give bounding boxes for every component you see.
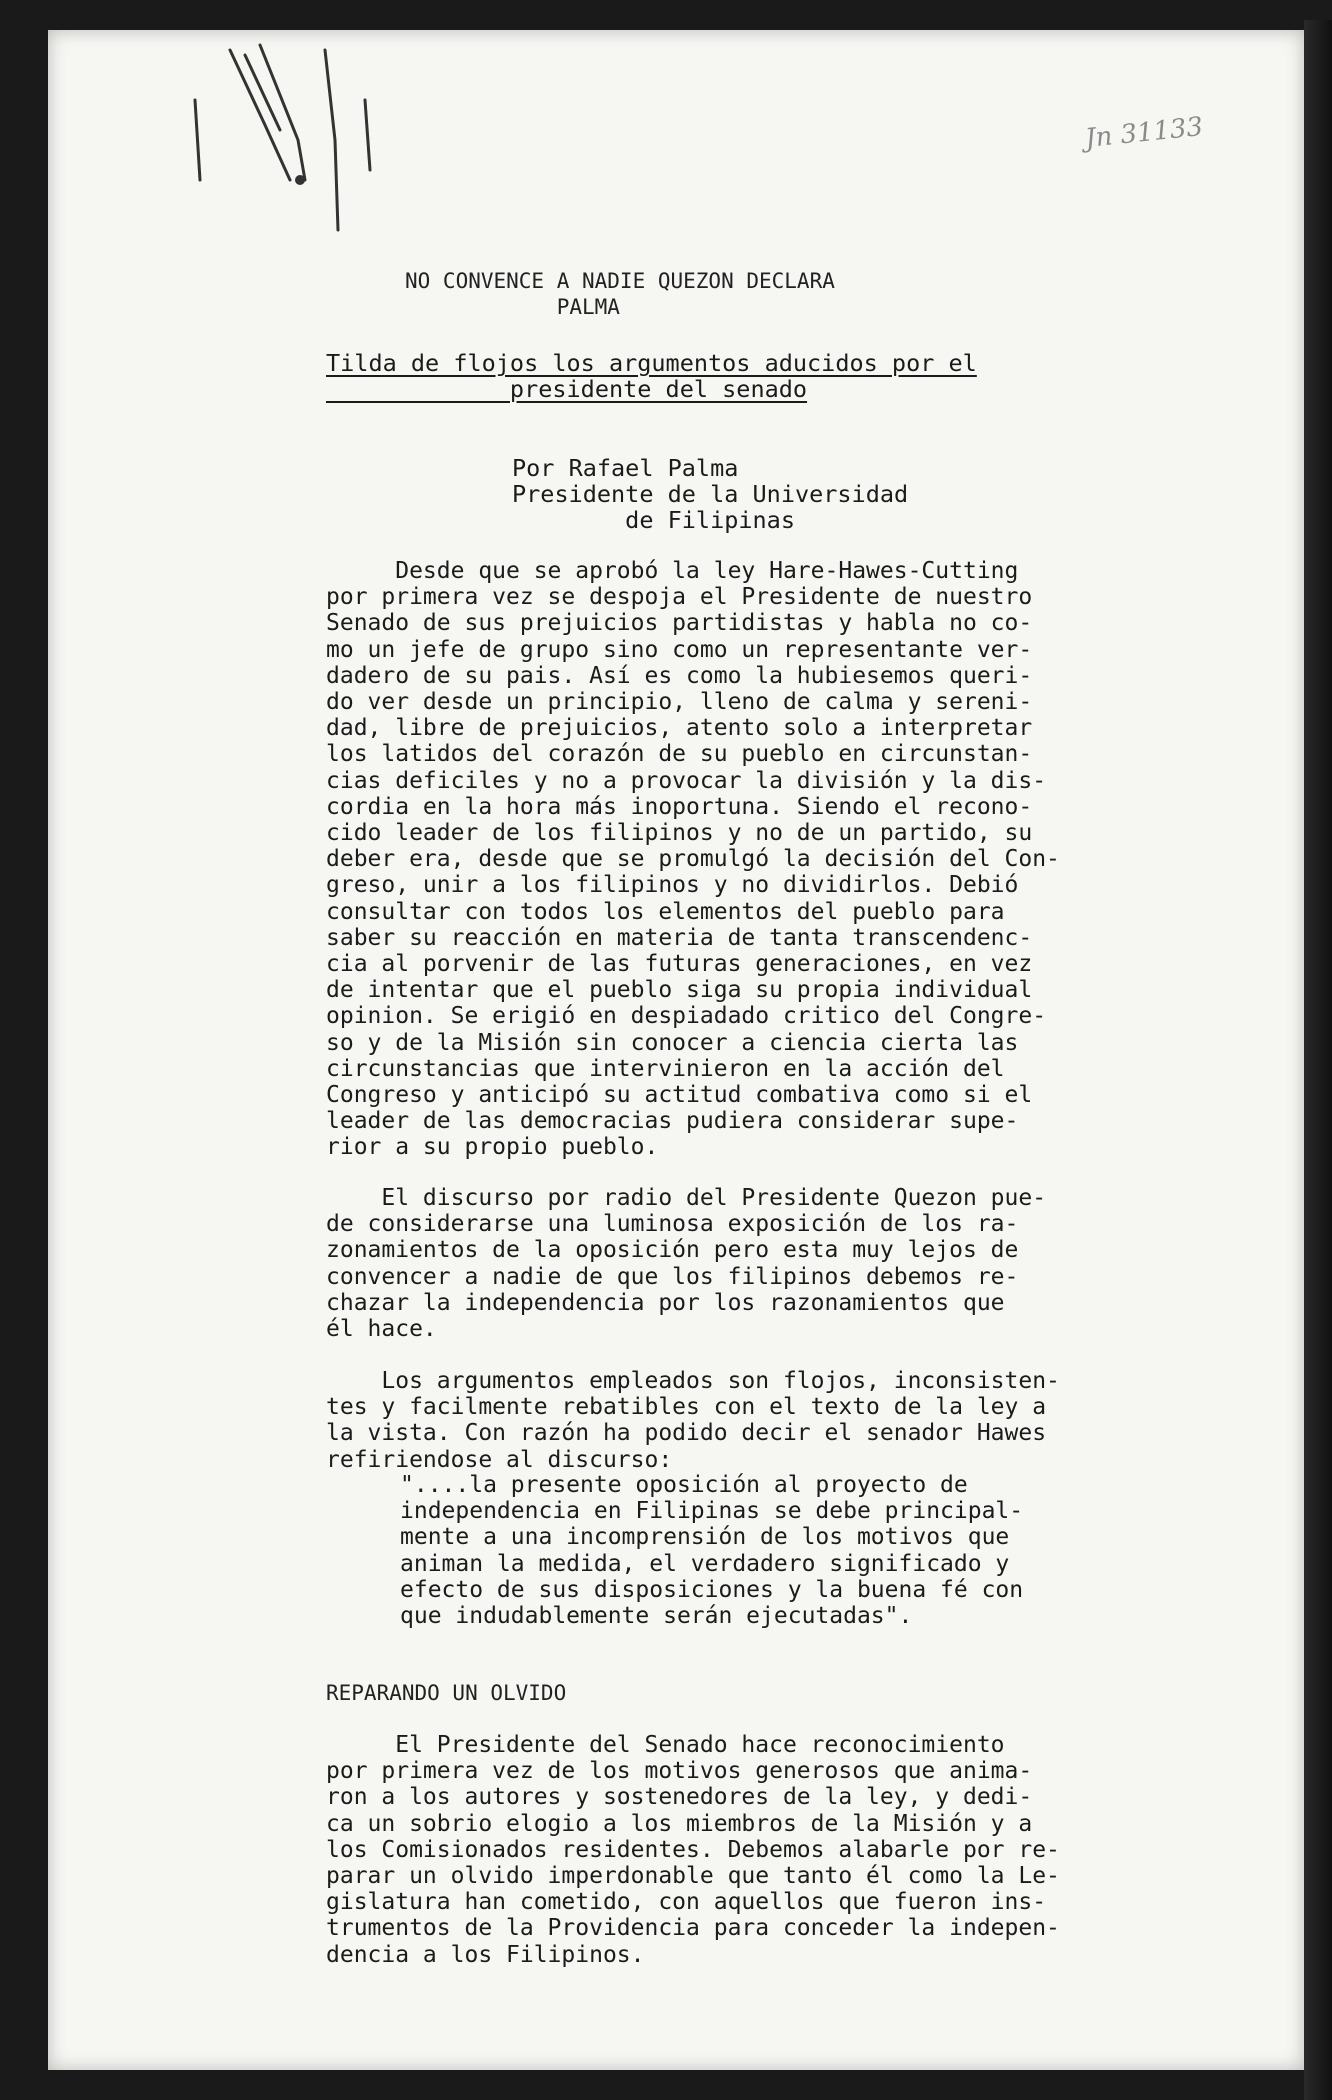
document-subtitle: Tilda de flojos los argumentos aducidos por el presidente del senado [326, 349, 977, 404]
section-heading: REPARANDO UN OLVIDO [326, 1681, 567, 1705]
paragraph-2: El discurso por radio del Presidente Quezon pue- de considerarse una luminosa exposición de los ra- zonamientos de la oposición pero esta muy lejos de convencer a nadie de que los filipinos debemos re- chazar la independencia por los razonamientos que él hace. [326, 1185, 1047, 1343]
byline: Por Rafael Palma Presidente de la Universidad de Filipinas [512, 454, 909, 535]
paragraph-3: Los argumentos empleados son flojos, inconsisten- tes y facilmente rebatibles con el texto de la ley a la vista. Con razón ha podido decir el senador Hawes refiriendose al discurso: [326, 1368, 1060, 1473]
pencil-scribble-mark [170, 30, 400, 280]
document-title: NO CONVENCE A NADIE QUEZON DECLARA PALMA [405, 269, 835, 319]
paragraph-4: El Presidente del Senado hace reconocimiento por primera vez de los motivos generosos que anima- ron a los autores y sostenedores de la ley, y dedi- ca un sobrio elogio a los miembros de la Misión y a los Comisionados residentes. Debemos alabarle por re- parar un olvido imperdonable que tanto él como la Le- gislatura han cometido, con aquellos que fueron ins- trumentos de la Providencia para conceder la indepen- dencia a los Filipinos. [326, 1732, 1060, 1968]
block-quote: "....la presente oposición al proyecto de independencia en Filipinas se debe principal- mente a una incomprensión de los motivos que animan la medida, el verdadero significado y efecto de sus disposiciones y la buena fé con que indudablemente serán ejecutadas". [400, 1472, 1024, 1630]
handwritten-note: Jn 31133 [1083, 111, 1205, 155]
paragraph-1: Desde que se aprobó la ley Hare-Hawes-Cutting por primera vez se despoja el Presidente de nuestro Senado de sus prejuicios partidistas y habla no co- mo un jefe de grupo sino como un representante ver- dadero de su pais. Así es como la hubiesemos queri- do ver desde un principio, lleno de calma y sereni- dad, libre de prejuicios, atento solo a interpretar los latidos del corazón de su pueblo en circunstan- cias deficiles y no a provocar la división y la dis- cordia en la hora más inoportuna. Siendo el recono- cido leader de los filipinos y no de un partido, su deber era, desde que se promulgó la decisión del Con- greso, unir a los filipinos y no dividirlos. Debió consultar con todos los elementos del pueblo para saber su reacción en materia de tanta transcendenc- cia al porvenir de las futuras generaciones, en vez de intentar que el pueblo siga su propia individual opinion. Se erigió en despiadado critico del Congre- so y de la Misión sin conocer a ciencia cierta las circunstancias que intervinieron en la acción del Congreso y anticipó su actitud combativa como si el leader de las democracias pudiera considerar supe- rior a su propio pueblo. [326, 558, 1060, 1161]
scan-edge [1304, 20, 1332, 2100]
